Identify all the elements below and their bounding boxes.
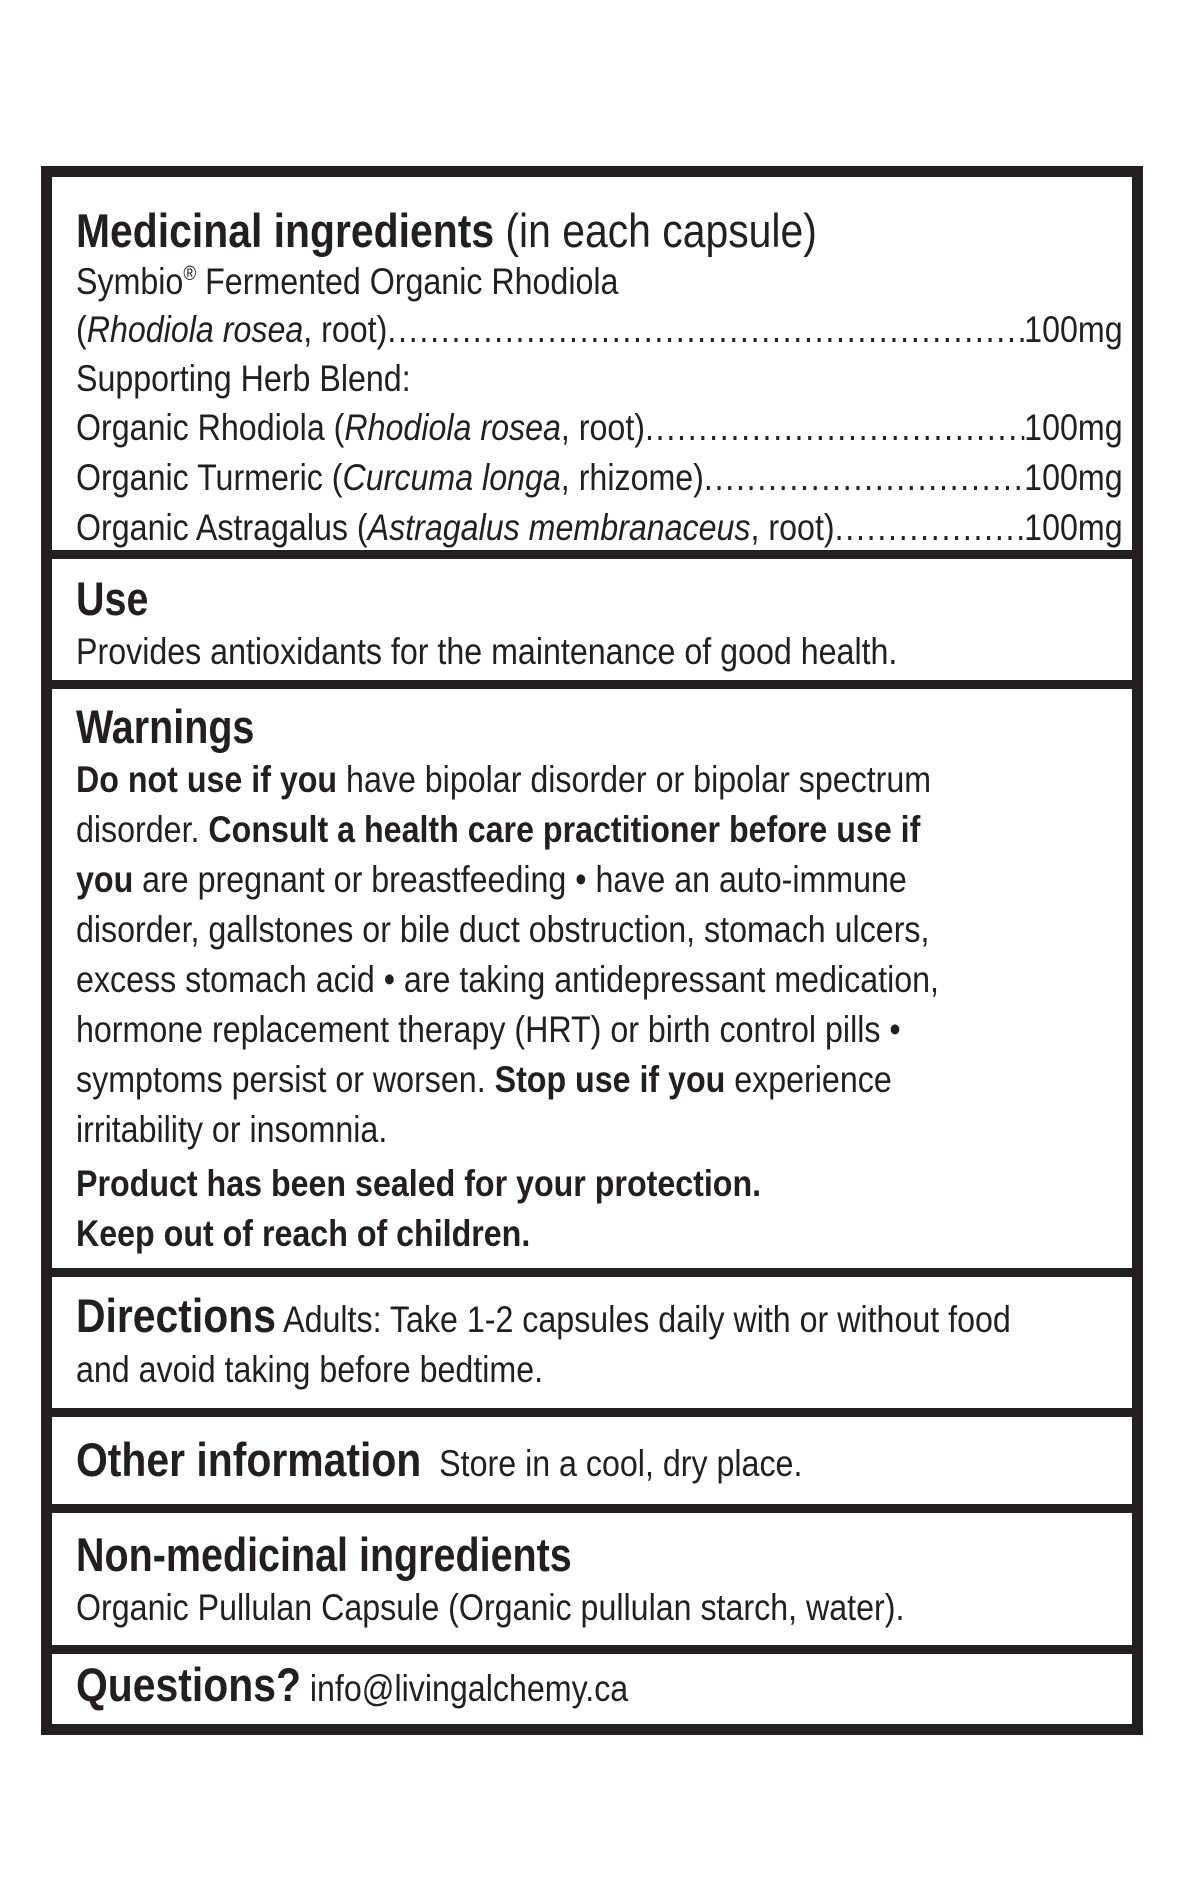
ingredient-row-turmeric (76, 453, 1123, 503)
ingredient-paren: ( (76, 309, 87, 350)
leader-dots (387, 305, 1024, 355)
warnings-line (76, 855, 981, 905)
ingredient-latin: Curcuma longa (342, 457, 561, 498)
medicinal-heading (76, 203, 981, 259)
ingredient-name: Organic Turmeric ( (76, 457, 343, 498)
use-section (52, 550, 1132, 680)
children-notice (76, 1209, 981, 1259)
sealed-notice (76, 1159, 981, 1209)
warning-text: symptoms persist or worsen. (76, 1059, 495, 1100)
blend-label: Supporting Herb Blend: (76, 358, 411, 399)
ingredient-latin: Astragalus membranaceus (367, 507, 751, 548)
warning-emphasis: Consult a health care practitioner before use if (208, 809, 921, 850)
directions-section (52, 1268, 1132, 1408)
ingredient-name: Organic Rhodiola ( (76, 407, 345, 448)
ingredient-dose: 100mg (1024, 457, 1123, 498)
other-title: Other information (76, 1433, 422, 1486)
registered-mark: ® (183, 263, 197, 285)
ingredient-part: , rhizome) (560, 457, 704, 498)
leader-dots (704, 453, 1024, 503)
warnings-line (76, 755, 981, 805)
ingredient-row-symbio (76, 305, 1123, 355)
warning-text: disorder. (76, 809, 209, 850)
sealed-text: Product has been sealed for your protection. (76, 1163, 762, 1204)
ingredient-part: , root) (560, 407, 645, 448)
warnings-line: hormone replacement therapy (HRT) or birth control pills • (76, 1009, 901, 1050)
other-line (76, 1435, 981, 1489)
ingredient-part: , root) (303, 309, 388, 350)
supplement-facts-panel (41, 166, 1143, 1735)
symbio-ingredient: Fermented Organic Rhodiola (196, 261, 619, 302)
ingredient-name: Organic Astragalus ( (76, 507, 368, 548)
warning-emphasis: Stop use if you (494, 1059, 726, 1100)
warnings-line (76, 1055, 981, 1105)
directions-line-2: and avoid taking before bedtime. (76, 1349, 544, 1390)
symbio-line (76, 259, 981, 305)
ingredient-latin: Rhodiola rosea (344, 407, 561, 448)
ingredient-dose: 100mg (1024, 407, 1123, 448)
ingredient-row-astragalus (76, 503, 1123, 553)
directions-title: Directions (76, 1289, 276, 1342)
questions-section (52, 1645, 1132, 1724)
symbio-brand: Symbio (76, 261, 184, 302)
non-medicinal-section (52, 1504, 1132, 1645)
warning-text: have bipolar disorder or bipolar spectrum (337, 759, 932, 800)
warning-emphasis: Do not use if you (76, 759, 338, 800)
warnings-line: disorder, gallstones or bile duct obstruction, stomach ulcers, (76, 909, 930, 950)
ingredient-row-rhodiola (76, 403, 1123, 453)
warnings-section (52, 680, 1132, 1268)
questions-line (76, 1660, 981, 1714)
other-text: Store in a cool, dry place. (421, 1443, 803, 1484)
children-text: Keep out of reach of children. (76, 1213, 531, 1254)
medicinal-subtitle: (in each capsule) (494, 204, 817, 257)
directions-text: Adults: Take 1-2 capsules daily with or without food (275, 1299, 1011, 1340)
ingredient-dose: 100mg (1024, 309, 1123, 350)
directions-line (76, 1289, 1011, 1345)
ingredient-latin: Rhodiola rosea (86, 309, 304, 350)
warning-text: are pregnant or breastfeeding • have an auto-immune (133, 859, 907, 900)
warning-emphasis: you (76, 859, 134, 900)
use-text: Provides antioxidants for the maintenance of good health. (76, 631, 898, 672)
leader-dots (645, 403, 1024, 453)
warnings-line: excess stomach acid • are taking antidepressant medication, (76, 959, 939, 1000)
questions-title: Questions? (76, 1658, 301, 1711)
contact-email[interactable]: info@livingalchemy.ca (300, 1668, 629, 1709)
medicinal-title: Medicinal ingredients (76, 204, 495, 257)
non-medicinal-text: Organic Pullulan Capsule (Organic pullulan starch, water). (76, 1587, 905, 1628)
ingredient-part: , root) (750, 507, 835, 548)
medicinal-ingredients-section (52, 177, 1132, 550)
warnings-line: irritability or insomnia. (76, 1109, 388, 1150)
ingredient-dose: 100mg (1024, 507, 1123, 548)
leader-dots (835, 503, 1025, 553)
non-medicinal-title: Non-medicinal ingredients (76, 1528, 572, 1581)
other-information-section (52, 1408, 1132, 1504)
use-title: Use (76, 572, 149, 625)
warnings-line (76, 805, 981, 855)
warnings-title: Warnings (76, 700, 255, 753)
warning-text: experience (725, 1059, 892, 1100)
